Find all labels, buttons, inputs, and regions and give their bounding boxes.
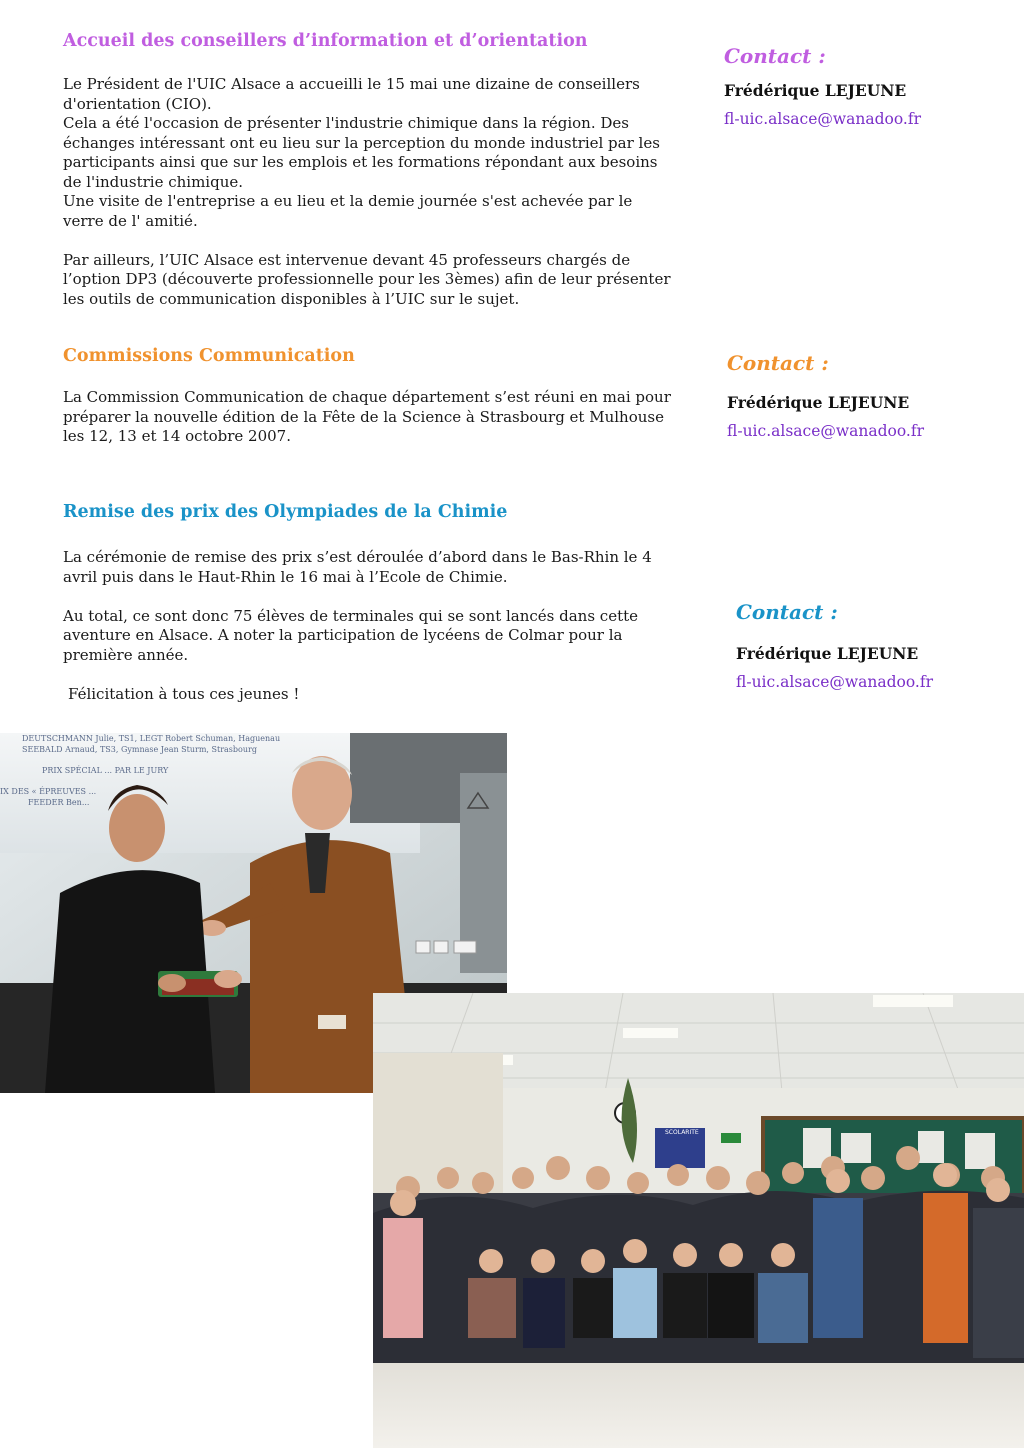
contact-block-olympiades [736, 600, 933, 691]
paragraph: Au total, ce sont donc 75 élèves de terminales qui se sont lancés dans cette aventure en Alsace. A noter la participation de lycéens de Colmar pour la première année. [63, 606, 639, 664]
screen-line: IX DES « ÉPREUVES ... [0, 787, 97, 796]
contact-email-link[interactable]: fl-uic.alsace@wanadoo.fr [736, 673, 933, 691]
contact-name: Frédérique LEJEUNE [724, 81, 907, 100]
paragraph: Par ailleurs, l’UIC Alsace est intervenue devant 45 professeurs chargés de l’option DP3 (découverte professionnelle pour les 3èmes) afin de leur présenter les outils de communication disponibles à l’UIC sur le sujet. [63, 250, 671, 308]
contact-email-link[interactable]: fl-uic.alsace@wanadoo.fr [727, 422, 924, 440]
contact-block-accueil [724, 44, 921, 128]
screen-line: SEEBALD Arnaud, TS3, Gymnase Jean Sturm, Strasbourg [22, 745, 257, 754]
paragraph: La cérémonie de remise des prix s’est déroulée d’abord dans le Bas-Rhin le 4 avril puis dans le Haut-Rhin le 16 mai à l’Ecole de Chimie. [63, 548, 652, 586]
scolarite-sign: SCOLARITE [665, 1129, 699, 1136]
screen-line: DEUTSCHMANN Julie, TS1, LEGT Robert Schuman, Haguenau [22, 734, 281, 743]
section-body-commissions [63, 388, 675, 447]
paragraph: Cela a été l'occasion de présenter l'industrie chimique dans la région. Des échanges intéressant ont eu lieu sur la perception du monde industriel par les participants ainsi que sur les emplois et les formations répondant aux besoins de l'industrie chimique. [63, 114, 660, 191]
contact-label: Contact : [727, 351, 829, 375]
contact-block-commissions [727, 351, 924, 440]
contact-name: Frédérique LEJEUNE [736, 644, 919, 663]
paragraph: La Commission Communication de chaque département s’est réuni en mai pour préparer la nouvelle édition de la Fête de la Science à Strasbourg et Mulhouse les 12, 13 et 14 octobre 2007. [63, 388, 671, 445]
paragraph: Une visite de l'entreprise a eu lieu et la demie journée s'est achevée par le verre de l' amitié. [63, 192, 633, 230]
section-body-accueil [63, 75, 675, 309]
section-title-commissions: Commissions Communication [63, 346, 355, 366]
paragraph: Félicitation à tous ces jeunes ! [68, 684, 300, 703]
section-title-accueil: Accueil des conseillers d’information et d’orientation [63, 31, 588, 51]
paragraph: Le Président de l'UIC Alsace a accueilli le 15 mai une dizaine de conseillers d'orientation (CIO). [63, 75, 640, 113]
screen-line: PRIX SPÉCIAL ... PAR LE JURY [42, 766, 169, 775]
section-body-olympiades [63, 548, 675, 704]
section-title-olympiades: Remise des prix des Olympiades de la Chimie [63, 502, 508, 522]
contact-label: Contact : [736, 600, 838, 624]
contact-email-link[interactable]: fl-uic.alsace@wanadoo.fr [724, 110, 921, 128]
projected-screen-text [0, 733, 281, 808]
photo-group-laureates [373, 993, 1024, 1448]
contact-name: Frédérique LEJEUNE [727, 393, 910, 412]
contact-label: Contact : [724, 44, 826, 68]
screen-line: FEEDER Ben... [28, 798, 90, 807]
